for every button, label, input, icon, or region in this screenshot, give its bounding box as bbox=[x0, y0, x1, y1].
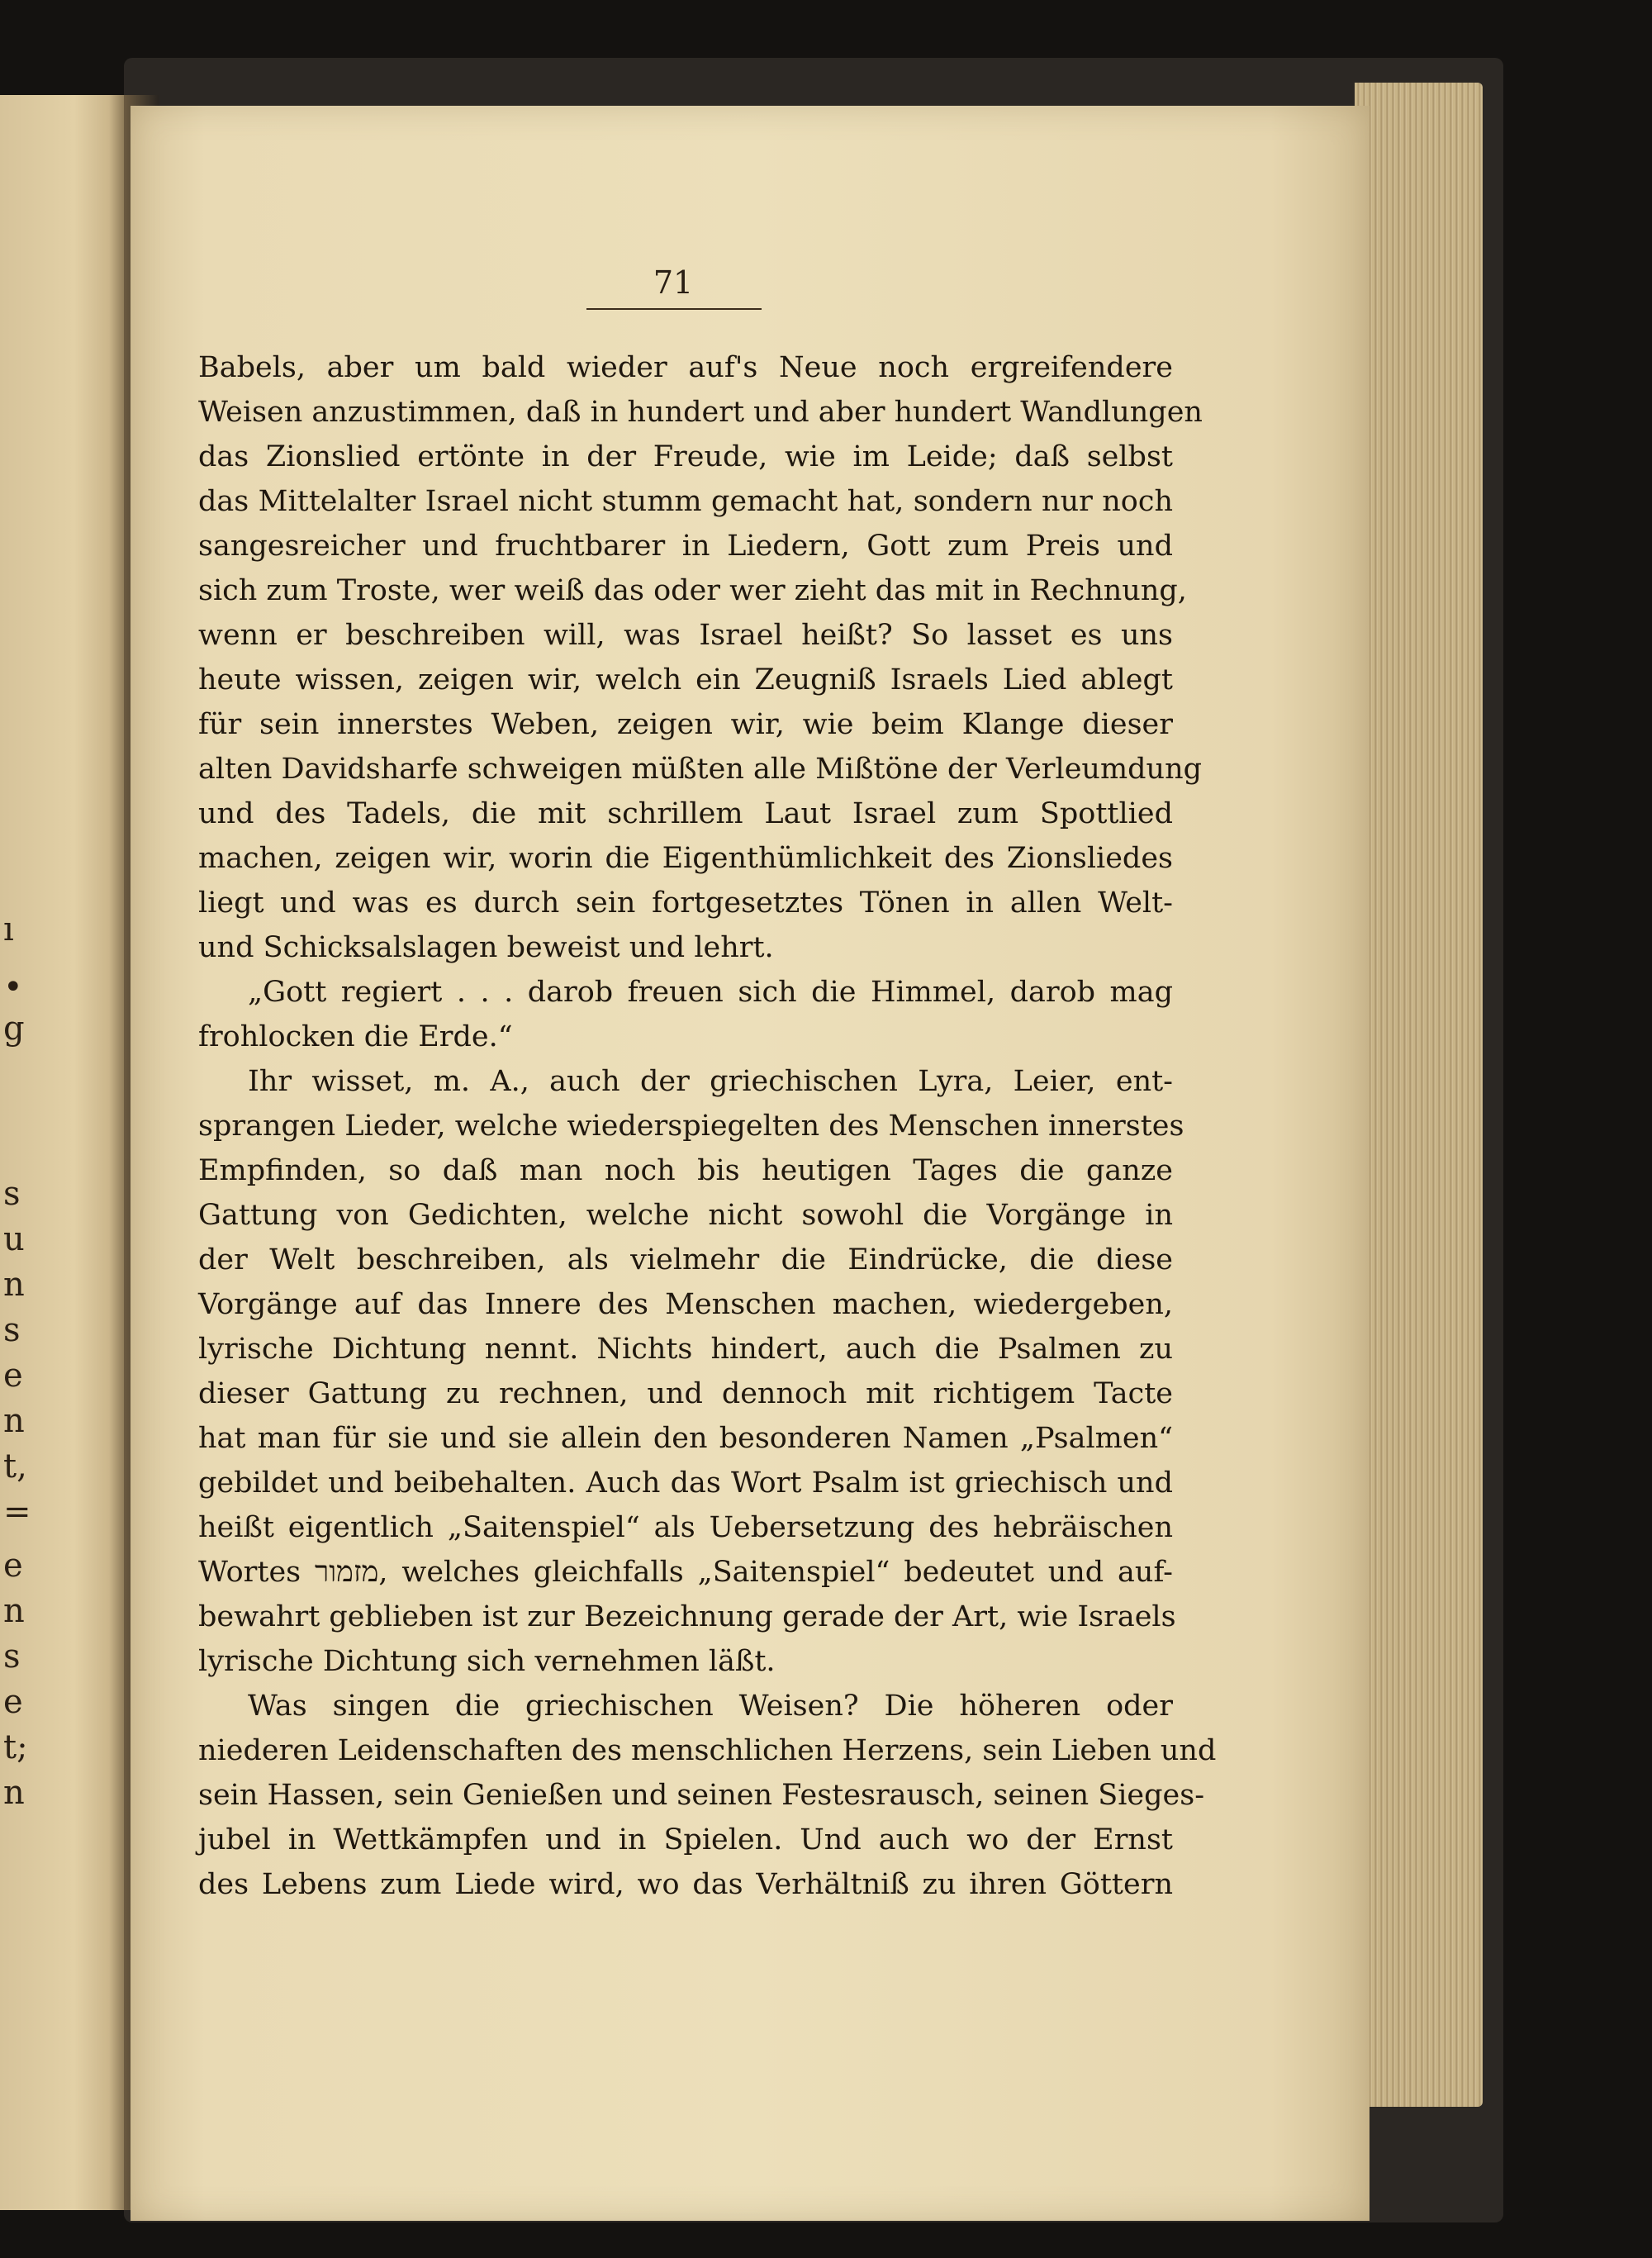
margin-fragment: u bbox=[3, 1220, 25, 1258]
text-line: lyrische Dichtung sich vernehmen läßt. bbox=[198, 1645, 776, 1678]
text-line: heute wissen, zeigen wir, welch ein Zeugniß Israels Lied ablegt bbox=[198, 663, 1173, 696]
margin-fragment: s bbox=[3, 1311, 21, 1349]
text-line: wenn er beschreiben will, was Israel heißt? So lasset es uns bbox=[198, 619, 1173, 652]
margin-fragment: n bbox=[3, 1592, 25, 1630]
margin-fragment: g bbox=[3, 1010, 25, 1048]
margin-fragment: t, bbox=[3, 1447, 27, 1486]
text-line: Wortes מזמור, welches gleichfalls „Saitenspiel“ bedeutet und auf- bbox=[198, 1556, 1173, 1589]
text-line: bewahrt geblieben ist zur Bezeichnung gerade der Art, wie Israels bbox=[198, 1600, 1176, 1633]
page-number: 71 bbox=[653, 264, 694, 301]
text-line: frohlocken die Erde.“ bbox=[198, 1020, 513, 1053]
text-line: Vorgänge auf das Innere des Menschen machen, wiedergeben, bbox=[198, 1288, 1173, 1321]
text-line: jubel in Wettkämpfen und in Spielen. Und auch wo der Ernst bbox=[198, 1823, 1173, 1856]
text-line: und des Tadels, die mit schrillem Laut Israel zum Spottlied bbox=[198, 797, 1173, 830]
margin-fragment: n bbox=[3, 1402, 25, 1440]
text-line: sich zum Troste, wer weiß das oder wer zieht das mit in Rechnung, bbox=[198, 574, 1187, 607]
margin-fragment: e bbox=[3, 1683, 23, 1721]
margin-fragment: n bbox=[3, 1266, 25, 1304]
text-line: hat man für sie und sie allein den besonderen Namen „Psalmen“ bbox=[198, 1422, 1173, 1455]
text-line: und Schicksalslagen beweist und lehrt. bbox=[198, 931, 774, 964]
text-line: niederen Leidenschaften des menschlichen Herzens, sein Lieben und bbox=[198, 1734, 1217, 1767]
text-line: Was singen die griechischen Weisen? Die höheren oder bbox=[248, 1690, 1173, 1723]
text-line: das Mittelalter Israel nicht stumm gemacht hat, sondern nur noch bbox=[198, 485, 1173, 518]
margin-fragment: e bbox=[3, 1357, 23, 1395]
margin-fragment: s bbox=[3, 1175, 21, 1213]
margin-fragment: s bbox=[3, 1638, 21, 1676]
text-line: Ihr wisset, m. A., auch der griechischen Lyra, Leier, ent- bbox=[248, 1065, 1173, 1098]
text-line: sein Hassen, sein Genießen und seinen Festesrausch, seinen Sieges- bbox=[198, 1779, 1205, 1812]
text-line: liegt und was es durch sein fortgesetztes Tönen in allen Welt- bbox=[198, 887, 1173, 920]
margin-fragment: ı bbox=[3, 910, 14, 948]
text-line: Empfinden, so daß man noch bis heutigen Tages die ganze bbox=[198, 1154, 1173, 1187]
margin-fragment: • bbox=[3, 968, 23, 1006]
text-line: Gattung von Gedichten, welche nicht sowohl die Vorgänge in bbox=[198, 1199, 1173, 1232]
text-line: für sein innerstes Weben, zeigen wir, wie beim Klange dieser bbox=[198, 708, 1173, 741]
text-line: alten Davidsharfe schweigen müßten alle Mißtöne der Verleumdung bbox=[198, 753, 1203, 786]
text-line: das Zionslied ertönte in der Freude, wie im Leide; daß selbst bbox=[198, 440, 1173, 473]
text-line: Weisen anzustimmen, daß in hundert und aber hundert Wandlungen bbox=[198, 396, 1203, 429]
page-number-rule bbox=[586, 308, 762, 310]
text-line: dieser Gattung zu rechnen, und dennoch mit richtigem Tacte bbox=[198, 1377, 1173, 1410]
margin-fragment: e bbox=[3, 1547, 23, 1585]
margin-fragment: n bbox=[3, 1774, 25, 1812]
text-line: des Lebens zum Liede wird, wo das Verhältniß zu ihren Göttern bbox=[198, 1868, 1173, 1901]
text-line: „Gott regiert . . . darob freuen sich die Himmel, darob mag bbox=[248, 976, 1173, 1009]
margin-fragment: = bbox=[3, 1493, 31, 1531]
text-line: sangesreicher und fruchtbarer in Liedern, Gott zum Preis und bbox=[198, 530, 1173, 563]
text-line: der Welt beschreiben, als vielmehr die Eindrücke, die diese bbox=[198, 1243, 1173, 1276]
page-edges bbox=[1355, 83, 1483, 2107]
text-line: gebildet und beibehalten. Auch das Wort Psalm ist griechisch und bbox=[198, 1467, 1173, 1500]
text-line: machen, zeigen wir, worin die Eigenthümlichkeit des Zionsliedes bbox=[198, 842, 1173, 875]
text-line: Babels, aber um bald wieder auf's Neue noch ergreifendere bbox=[198, 351, 1173, 384]
previous-page-edge bbox=[0, 95, 124, 2210]
text-line: heißt eigentlich „Saitenspiel“ als Uebersetzung des hebräischen bbox=[198, 1511, 1173, 1544]
text-line: lyrische Dichtung nennt. Nichts hindert, auch die Psalmen zu bbox=[198, 1333, 1173, 1366]
page-text bbox=[198, 345, 1217, 1907]
margin-fragment: t; bbox=[3, 1728, 28, 1766]
text-line: sprangen Lieder, welche wiederspiegelten des Menschen innerstes bbox=[198, 1110, 1184, 1143]
